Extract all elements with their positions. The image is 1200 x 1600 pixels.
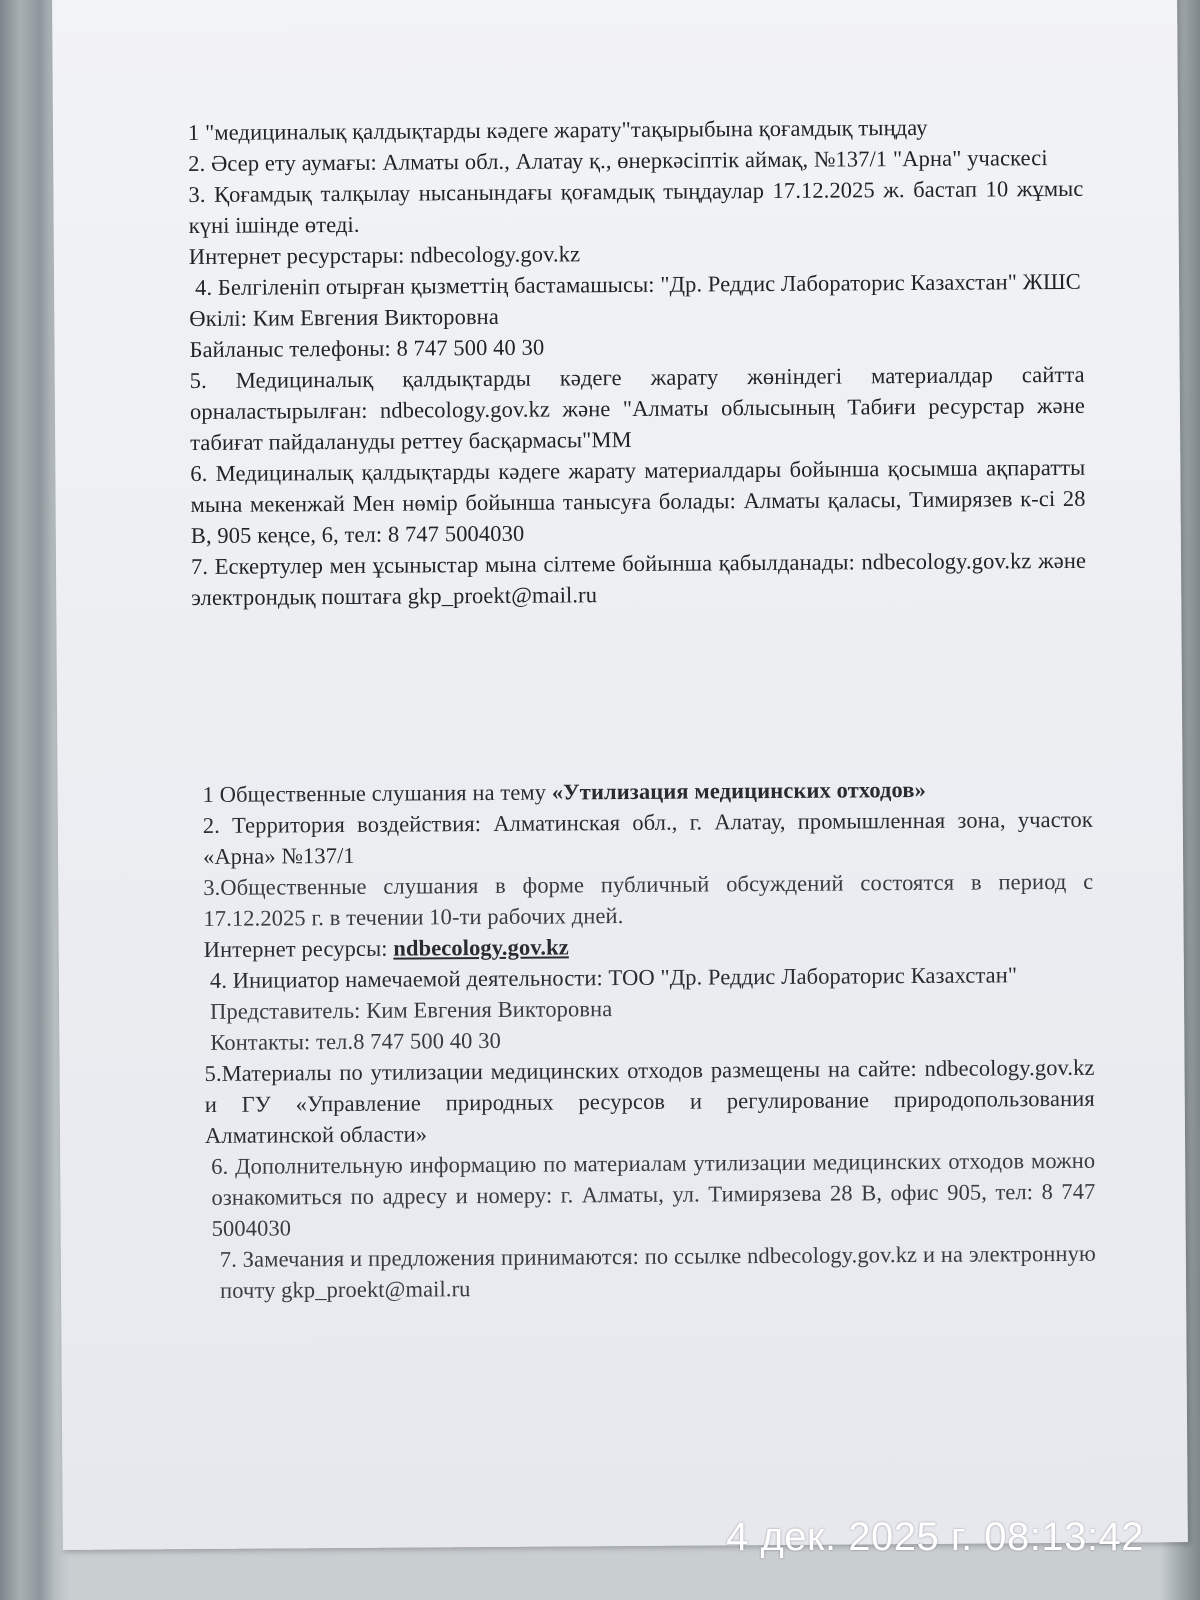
ru-internet-link: ndbecology.gov.kz	[393, 934, 569, 961]
ru-contacts: Контакты: тел.8 747 500 40 30	[210, 1027, 501, 1055]
ru-internet-prefix: Интернет ресурсы:	[203, 935, 394, 962]
kz-item-6: 6. Медициналық қалдықтарды кәдеге жарату материалдары бойынша қосымша ақпаратты мына мекенжай Мен нөмір бойынша танысуға болады: Алматы қаласы, Тимирязев к-сі 28 В, 905 кеңсе, 6, тел: 8 747 5004030	[190, 454, 1086, 549]
kz-representative: Өкілі: Ким Евгения Викторовна	[189, 303, 499, 332]
ru-topic: «Утилизация медицинских отходов»	[551, 776, 926, 805]
russian-notice	[203, 773, 1097, 1306]
kz-item-4: 4. Белгіленіп отырған қызметтің бастамашысы: "Др. Реддис Лабораторис Казахстан" ЖШС	[194, 268, 1081, 301]
notice-sheet	[52, 0, 1188, 1550]
ru-item-5: 5.Материалы по утилизации медицинских отходов размещены на сайте: ndbecology.gov.kz и ГУ «Управление природных ресурсов и регулирование природопользования Алматинской области»	[204, 1054, 1095, 1148]
kz-phone: Байланыс телефоны: 8 747 500 40 30	[189, 334, 545, 363]
kz-item-5: 5. Медициналық қалдықтарды кәдеге жарату жөніндегі материалдар сайтта орналастырылған: ndbecology.gov.kz және "Алматы облысының Табиғи ресурстар және табиғат пайдалануды реттеу басқармасы"ММ	[189, 361, 1086, 456]
ru-item-4: 4. Инициатор намечаемой деятельности: ТОО "Др. Реддис Лабораторис Казахстан"	[209, 962, 1018, 993]
ru-item-6: 6. Дополнительную информацию по материалам утилизации медицинских отходов можно ознакомиться по адресу и номеру: г. Алматы, ул. Тимирязева 28 В, офис 905, тел: 8 747 5004030	[211, 1147, 1096, 1241]
ru-representative: Представитель: Ким Евгения Викторовна	[210, 996, 613, 1024]
ru-item-3: 3.Общественные слушания в форме публичный обсуждений состоятся в период с 17.12.2025 г. в течении 10-ти рабочих дней.	[203, 868, 1094, 931]
kz-internet-resources: Интернет ресурстары: ndbecology.gov.kz	[188, 241, 581, 270]
photo-timestamp: 4 дек. 2025 г. 08:13:42	[726, 1515, 1144, 1559]
ru-item-1-prefix: 1 Общественные слушания на тему	[202, 779, 552, 807]
kazakh-notice	[188, 111, 1086, 613]
kz-item-1: 1 "медициналық қалдықтарды кәдеге жарату"тақырыбына қоғамдық тыңдау	[187, 114, 928, 146]
ru-item-2: 2. Территория воздействия: Алматинская обл., г. Алатау, промышленная зона, участок «Арна» №137/1	[202, 806, 1093, 869]
ru-item-7: 7. Замечания и предложения принимаются: по ссылке ndbecology.gov.kz и на электронную почту gkp_proekt@mail.ru	[219, 1240, 1096, 1303]
kz-item-3: 3. Қоғамдық талқылау нысанындағы қоғамдық тыңдаулар 17.12.2025 ж. бастап 10 жұмыс күні ішінде өтеді.	[188, 175, 1084, 239]
kz-item-2: 2. Әсер ету аумағы: Алматы обл., Алатау қ., өнеркәсіптік аймақ, №137/1 "Арна" учаскесі	[188, 145, 1048, 177]
kz-item-7: 7. Ескертулер мен ұсыныстар мына сілтеме бойынша қабылданады: ndbecology.gov.kz және электрондық поштаға gkp_proekt@mail.ru	[190, 547, 1087, 611]
